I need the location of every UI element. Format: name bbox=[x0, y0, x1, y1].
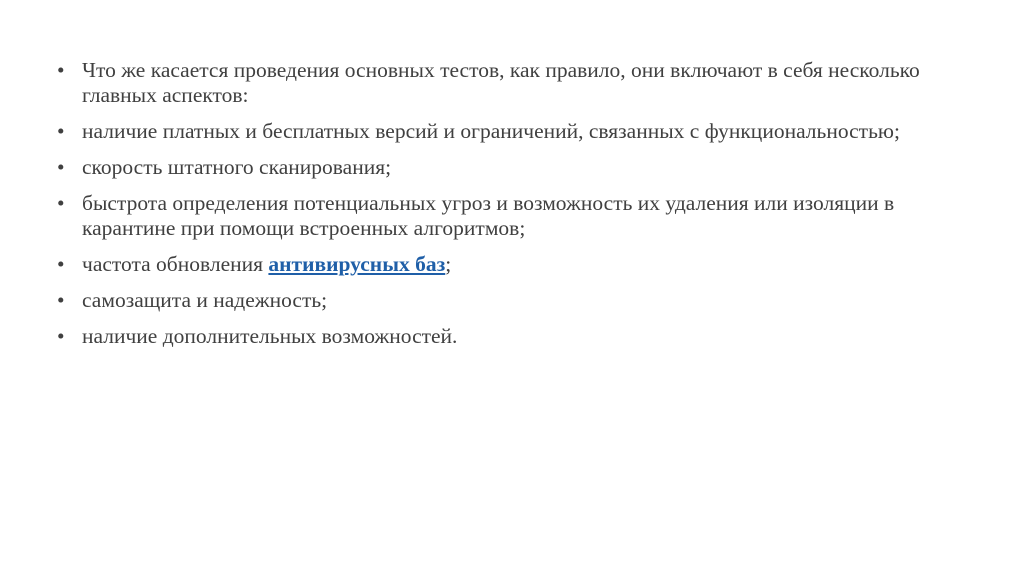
list-item-text: наличие платных и бесплатных версий и ограничений, связанных с функциональностью; bbox=[82, 119, 900, 143]
bullet-icon: • bbox=[57, 191, 65, 215]
bullet-icon: • bbox=[57, 288, 65, 312]
list-item bbox=[57, 119, 977, 144]
list-item-text: быстрота определения потенциальных угроз и возможность их удаления или изоляции в карантине при помощи встроенных алгоритмов; bbox=[82, 191, 895, 240]
bullet-list bbox=[57, 58, 977, 360]
list-item bbox=[57, 252, 977, 277]
bullet-icon: • bbox=[57, 155, 65, 179]
list-item-text: Что же касается проведения основных тестов, как правило, они включают в себя несколько главных аспектов: bbox=[82, 58, 920, 107]
antivirus-databases-link[interactable]: антивирусных баз bbox=[268, 252, 446, 276]
list-item-text: самозащита и надежность; bbox=[82, 288, 328, 312]
bullet-icon: • bbox=[57, 119, 65, 143]
list-item-text: скорость штатного сканирования; bbox=[82, 155, 392, 179]
list-item-text-after-link: ; bbox=[445, 252, 452, 276]
list-item-text: наличие дополнительных возможностей. bbox=[82, 324, 458, 348]
bullet-icon: • bbox=[57, 58, 65, 82]
bullet-icon: • bbox=[57, 324, 65, 348]
list-item-text-before-link: частота обновления bbox=[82, 252, 269, 276]
list-item bbox=[57, 155, 977, 180]
list-item bbox=[57, 191, 977, 241]
bullet-icon: • bbox=[57, 252, 65, 276]
list-item bbox=[57, 58, 977, 108]
list-item bbox=[57, 288, 977, 313]
list-item bbox=[57, 324, 977, 349]
